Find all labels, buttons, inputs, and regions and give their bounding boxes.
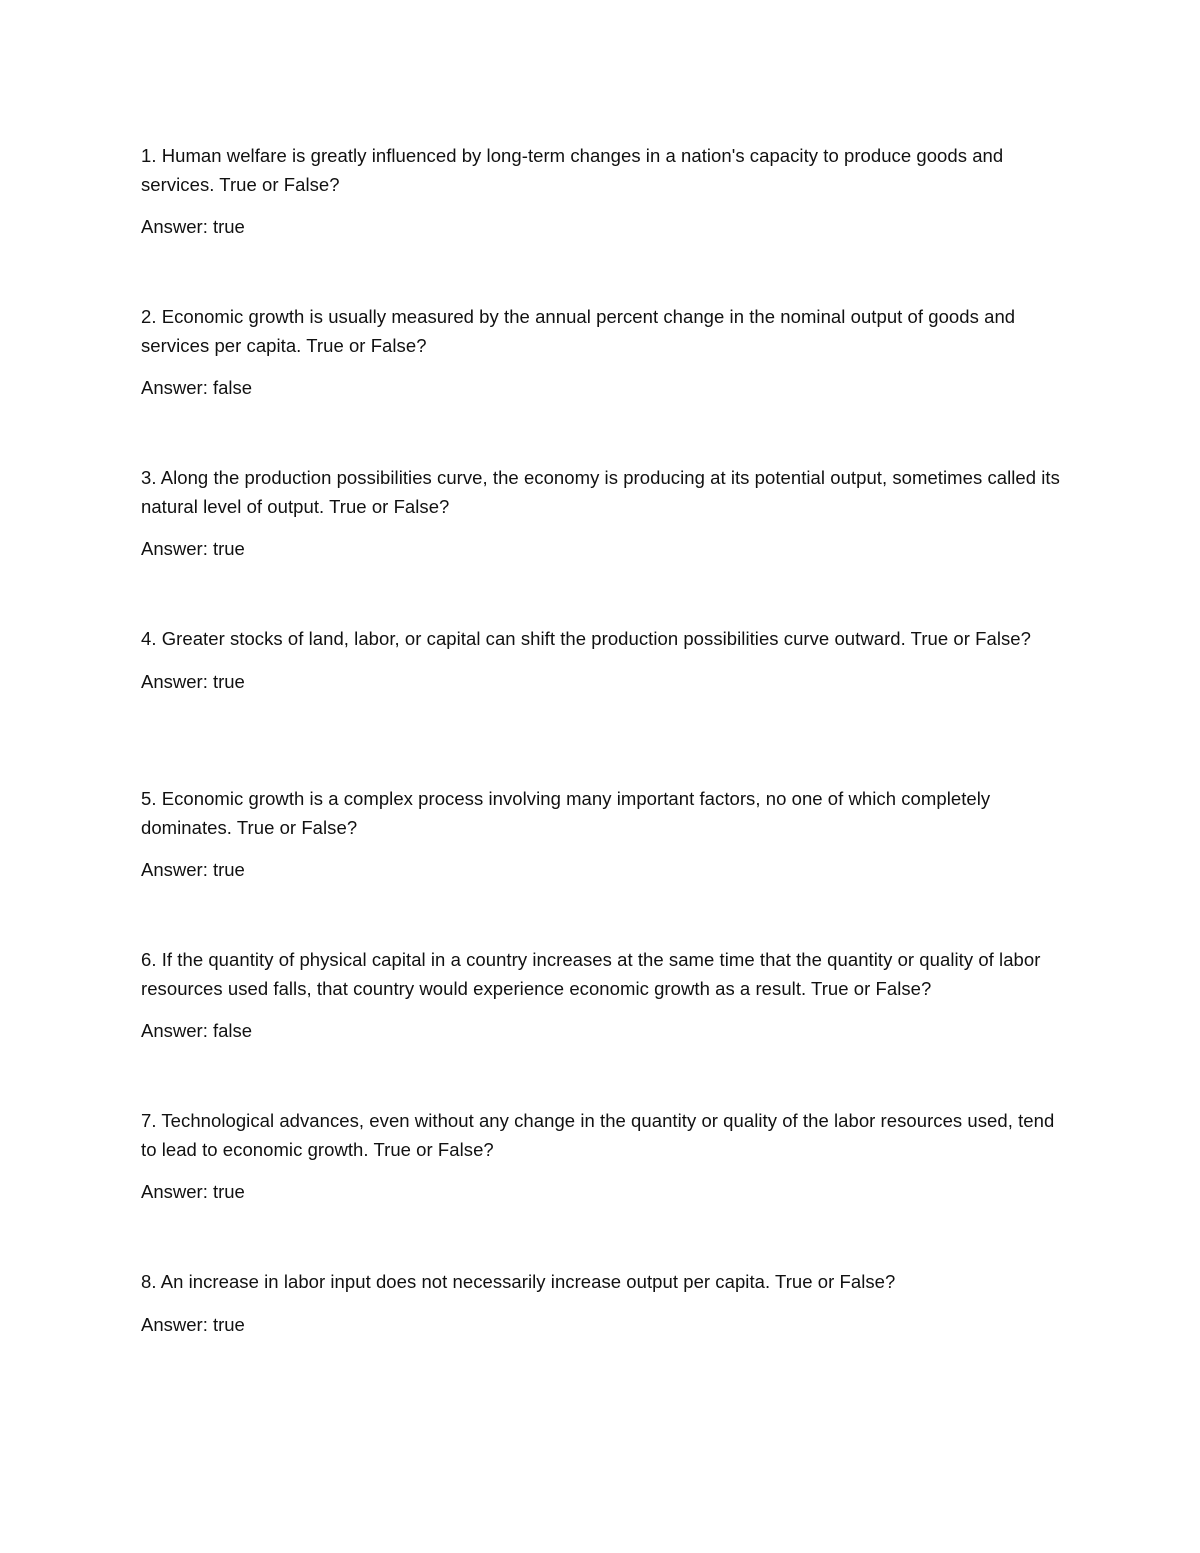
- question-text: 2. Economic growth is usually measured by the annual percent change in the nominal output of goods and services per capita. True or False?: [141, 306, 1016, 356]
- answer-text: Answer: true: [141, 216, 245, 237]
- question-text: 7. Technological advances, even without any change in the quantity or quality of the labor resources used, tend to lead to economic growth. True or False?: [141, 1110, 1055, 1160]
- answer-text: Answer: false: [141, 377, 253, 398]
- question-text: 6. If the quantity of physical capital in a country increases at the same time that the quantity or quality of labor resources used falls, that country would experience economic growth as a result. True or False?: [141, 949, 1041, 999]
- question-text: 8. An increase in labor input does not necessarily increase output per capita. True or False?: [141, 1271, 896, 1292]
- question-block-8: [141, 1268, 1066, 1339]
- answer-text: Answer: false: [141, 1020, 253, 1041]
- question-block-7: [141, 1107, 1066, 1207]
- question-block-1: [141, 142, 1066, 242]
- answer-text: Answer: true: [141, 670, 245, 692]
- answer-text: Answer: true: [141, 1313, 245, 1335]
- question-text: 3. Along the production possibilities curve, the economy is producing at its potential output, sometimes called its natural level of output. True or False?: [141, 467, 1060, 517]
- question-text: 4. Greater stocks of land, labor, or capital can shift the production possibilities curve outward. True or False?: [141, 628, 1031, 649]
- answer-text: Answer: true: [141, 538, 245, 559]
- question-text: 1. Human welfare is greatly influenced by long-term changes in a nation's capacity to produce goods and services. True or False?: [141, 145, 1004, 195]
- answer-text: Answer: true: [141, 859, 245, 880]
- answer-text: Answer: true: [141, 1181, 245, 1202]
- question-block-6: [141, 946, 1066, 1046]
- question-text: 5. Economic growth is a complex process involving many important factors, no one of which completely dominates. True or False?: [141, 788, 991, 838]
- question-block-3: [141, 464, 1066, 564]
- question-block-5: [141, 785, 1066, 885]
- question-block-4: [141, 625, 1066, 696]
- question-block-2: [141, 303, 1066, 403]
